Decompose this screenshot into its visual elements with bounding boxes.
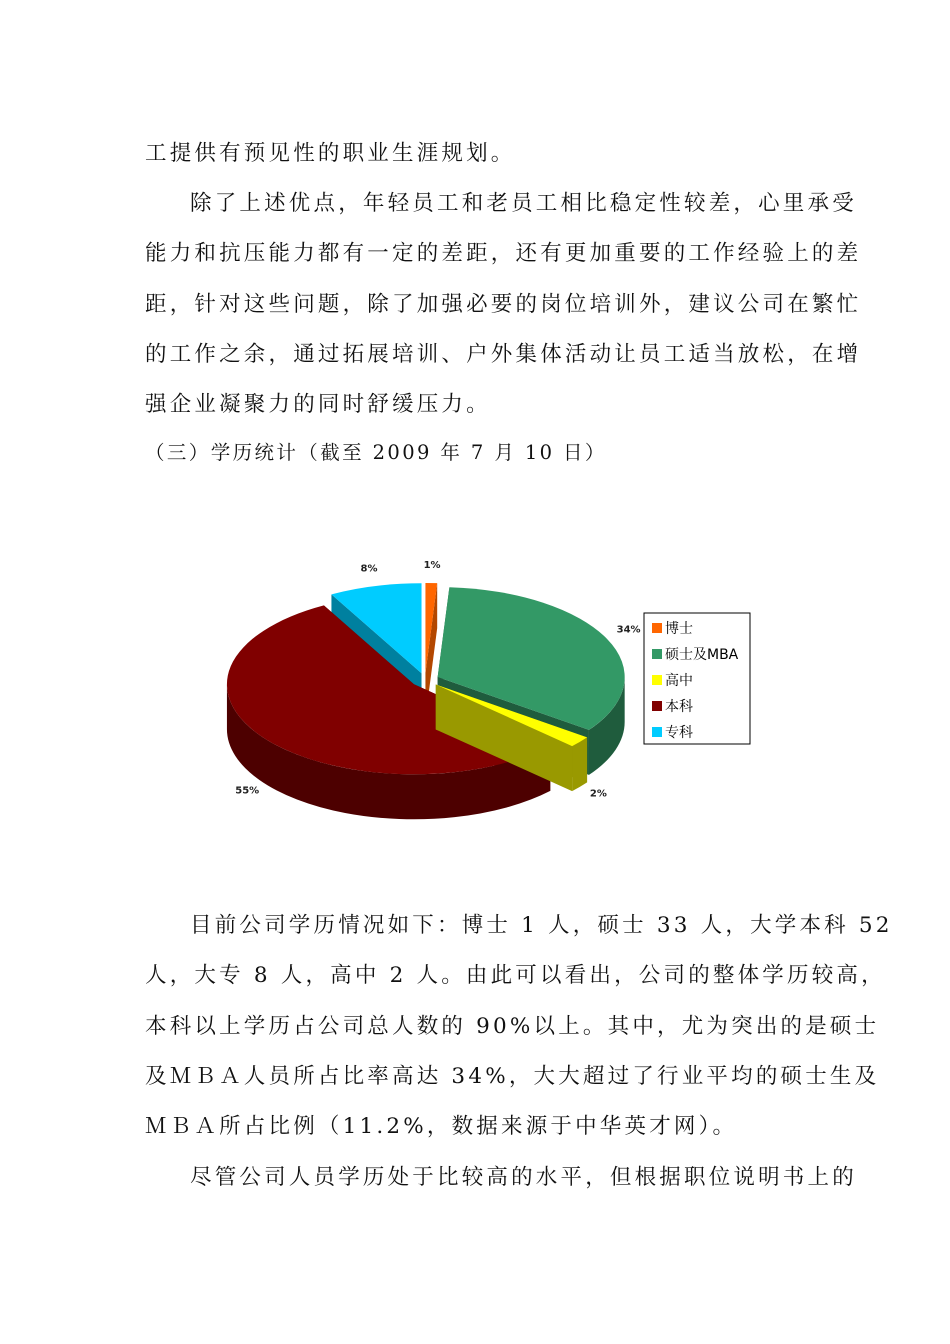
paragraph-line: 能力和抗压能力都有一定的差距，还有更加重要的工作经验上的差 (145, 241, 862, 266)
section-heading: （三）学历统计（截至 2009 年 7 月 10 日） (145, 441, 607, 464)
slice-outer-wall (572, 737, 587, 791)
legend-label: 高中 (665, 673, 693, 689)
data-label: 8% (360, 563, 378, 575)
data-label: 55% (235, 785, 260, 797)
data-label: 34% (616, 624, 641, 636)
paragraph-line: 距，针对这些问题，除了加强必要的岗位培训外，建议公司在繁忙 (145, 292, 862, 317)
paragraph-line: 及ＭＢＡ人员所占比率高达 34%，大大超过了行业平均的硕士生及 (145, 1064, 880, 1089)
paragraph-line: 工提供有预见性的职业生涯规划。 (145, 141, 516, 166)
paragraph-line: 本科以上学历占公司总人数的 90%以上。其中，尤为突出的是硕士 (145, 1014, 880, 1039)
legend-label: 博士 (665, 621, 693, 637)
paragraph-line: 强企业凝聚力的同时舒缓压力。 (145, 392, 491, 417)
legend-swatch (652, 727, 662, 737)
legend-swatch (652, 623, 662, 633)
pie-layer (227, 583, 625, 819)
legend-label: 专科 (665, 725, 693, 741)
legend-label: 硕士及MBA (665, 647, 739, 663)
paragraph-line: 目前公司学历情况如下：博士 1 人，硕士 33 人，大学本科 52 (190, 913, 893, 938)
paragraph-line: 人，大专 8 人，高中 2 人。由此可以看出，公司的整体学历较高， (145, 963, 886, 988)
legend (644, 613, 750, 744)
paragraph-line: 尽管公司人员学历处于比较高的水平，但根据职位说明书上的 (190, 1165, 857, 1190)
legend-label: 本科 (665, 699, 693, 715)
legend-swatch (652, 649, 662, 659)
data-label: 1% (423, 560, 441, 572)
data-label: 2% (589, 788, 607, 800)
paragraph-line: 的工作之余，通过拓展培训、户外集体活动让员工适当放松，在增 (145, 342, 862, 367)
paragraph-line: ＭＢＡ所占比例（11.2%，数据来源于中华英才网）。 (145, 1114, 738, 1139)
legend-swatch (652, 675, 662, 685)
legend-swatch (652, 701, 662, 711)
paragraph-line: 除了上述优点，年轻员工和老员工相比稳定性较差，心里承受 (190, 191, 857, 216)
